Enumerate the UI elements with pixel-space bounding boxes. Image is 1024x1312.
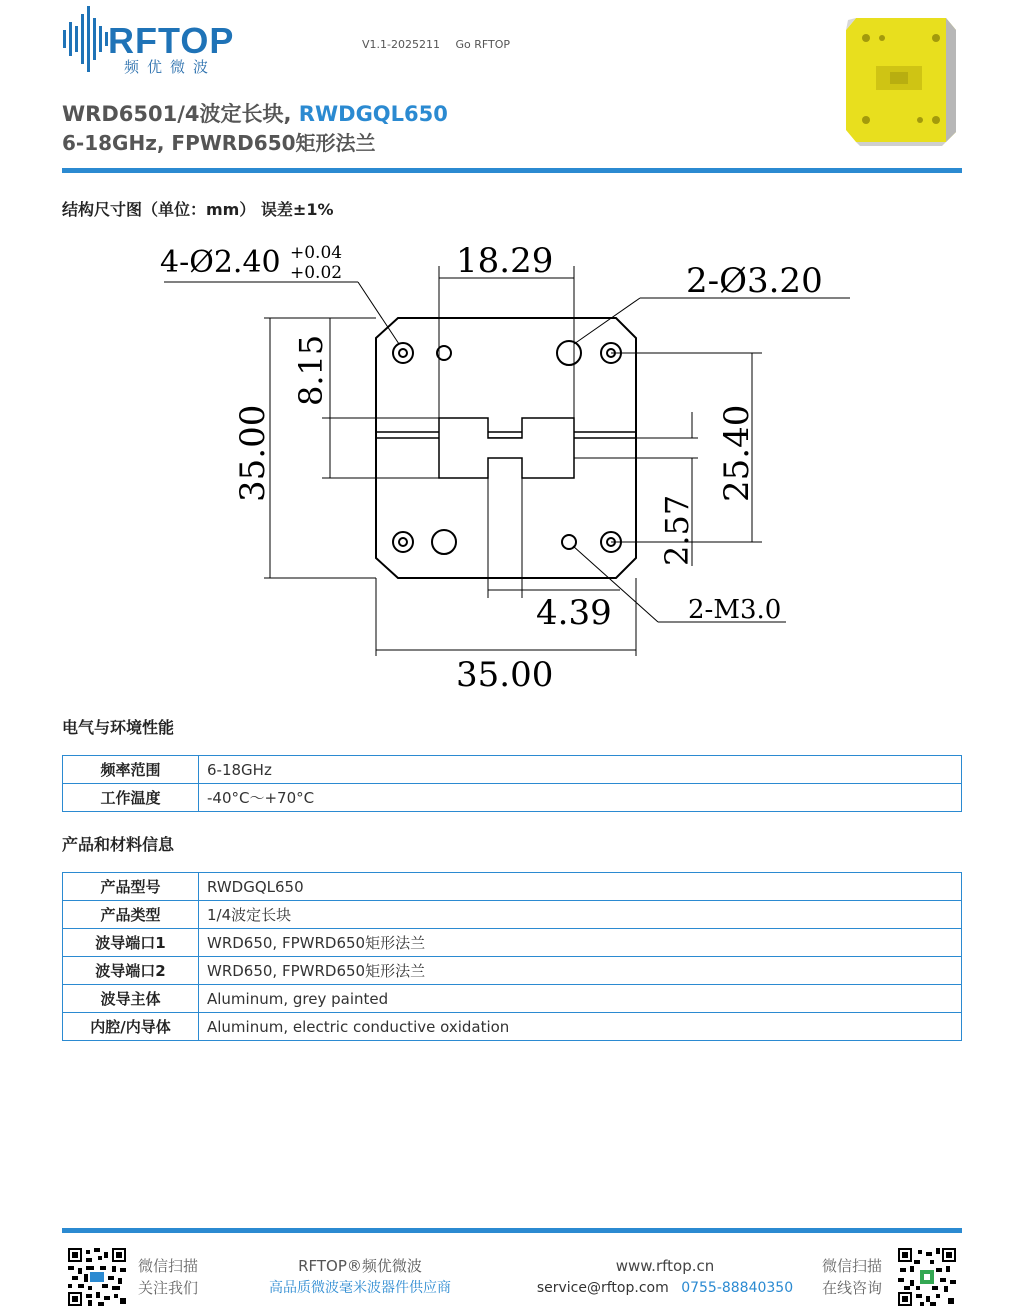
table-value: -40°C～+70°C <box>199 784 962 812</box>
footer-slogan: 高品质微波毫米波器件供应商 <box>269 1280 451 1296</box>
table-row <box>63 1013 962 1041</box>
table-key: 内腔/内导体 <box>63 1013 199 1041</box>
title-prefix: WRD6501/4波定长块, <box>62 102 299 126</box>
wechat-scan-text-2: 微信扫描 <box>822 1257 883 1275</box>
hole-dim-label: 4-Ø2.40 <box>160 245 281 280</box>
header-divider <box>62 168 962 173</box>
drawing-section-title: 结构尺寸图（单位：mm） 误差±1% <box>62 200 334 219</box>
table-row <box>63 784 962 812</box>
hole-tol-lower: +0.02 <box>290 263 343 283</box>
table-key: 波导端口1 <box>63 929 199 957</box>
dim-8-15: 8.15 <box>292 334 330 406</box>
rftop-logo <box>62 4 272 74</box>
version-number: V1.1-2025211 <box>362 38 440 51</box>
title-model: RWDGQL650 <box>298 102 448 126</box>
footer-brand-name: RFTOP®频优微波 <box>298 1257 422 1275</box>
brand-tag: Go RFTOP <box>455 38 511 51</box>
page-subtitle: 6-18GHz, FPWRD650矩形法兰 <box>62 131 376 155</box>
dim-4-39: 4.39 <box>536 593 612 633</box>
product-section-title: 产品和材料信息 <box>62 835 175 854</box>
footer-divider <box>62 1228 962 1233</box>
table-value: 1/4波定长块 <box>199 901 962 929</box>
table-row <box>63 985 962 1013</box>
version-info <box>362 38 522 51</box>
qr-code-consult <box>898 1248 956 1306</box>
footer-email[interactable]: service@rftop.com <box>536 1280 669 1296</box>
wechat-scan-text: 微信扫描 <box>138 1257 199 1275</box>
page-title <box>62 98 448 128</box>
hole-tol-upper: +0.04 <box>290 243 343 263</box>
footer-follow-text <box>138 1255 198 1299</box>
product-table <box>62 872 962 1041</box>
table-row <box>63 957 962 985</box>
table-key: 波导主体 <box>63 985 199 1013</box>
table-key: 工作温度 <box>63 784 199 812</box>
table-key: 产品类型 <box>63 901 199 929</box>
footer-website[interactable]: www.rftop.cn <box>615 1257 715 1275</box>
dim-2-57: 2.57 <box>658 494 696 566</box>
table-key: 波导端口2 <box>63 957 199 985</box>
table-key: 频率范围 <box>63 756 199 784</box>
follow-us-text: 关注我们 <box>138 1279 199 1297</box>
left-height-dim: 35.00 <box>233 404 273 502</box>
table-value: RWDGQL650 <box>199 873 962 901</box>
logo-text: RFTOP <box>108 20 235 61</box>
dimension-drawing <box>150 226 870 696</box>
table-value: WRD650, FPWRD650矩形法兰 <box>199 957 962 985</box>
logo-wave-icon <box>62 4 110 74</box>
qr-code-follow <box>68 1248 126 1306</box>
table-row <box>63 873 962 901</box>
footer-consult-text <box>822 1255 882 1299</box>
footer-phone: 0755-88840350 <box>681 1280 794 1296</box>
table-key: 产品型号 <box>63 873 199 901</box>
bottom-width-dim: 35.00 <box>456 655 554 695</box>
dim-25-40: 25.40 <box>717 404 757 502</box>
table-value: Aluminum, electric conductive oxidation <box>199 1013 962 1041</box>
pin-dim-label: 2-Ø3.20 <box>686 261 823 301</box>
product-photo <box>846 14 958 146</box>
consult-text: 在线咨询 <box>822 1279 883 1297</box>
table-value: WRD650, FPWRD650矩形法兰 <box>199 929 962 957</box>
logo-cn-text: 频优微波 <box>124 58 217 76</box>
footer-contact <box>530 1255 800 1299</box>
table-row <box>63 929 962 957</box>
footer-brand <box>250 1255 470 1299</box>
electrical-section-title: 电气与环境性能 <box>62 718 175 737</box>
footer-contact-line <box>530 1277 800 1299</box>
table-value: Aluminum, grey painted <box>199 985 962 1013</box>
screw-dim-label: 2-M3.0 <box>688 595 782 625</box>
table-row <box>63 756 962 784</box>
electrical-table <box>62 755 962 812</box>
table-value: 6-18GHz <box>199 756 962 784</box>
top-width-dim: 18.29 <box>456 241 554 281</box>
table-row <box>63 901 962 929</box>
